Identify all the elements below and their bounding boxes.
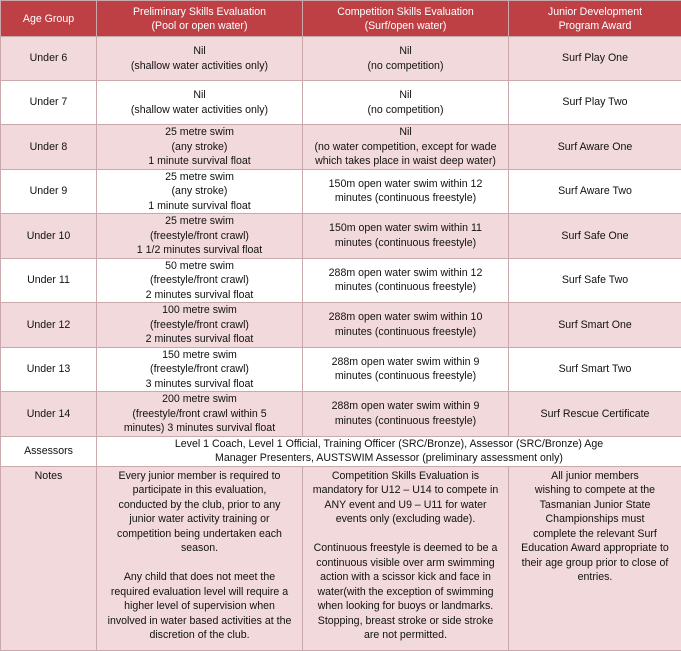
header-age-group [1,1,97,37]
text-line: (freestyle/front crawl) [99,362,300,377]
notes-competition-paragraph-1 [305,469,506,527]
table-row [1,125,681,170]
age-group-cell: Under 11 [1,258,97,303]
text-line: minutes (continuous freestyle) [305,414,506,429]
table-row [1,392,681,437]
award-cell: Surf Safe Two [509,258,681,303]
text-line: discretion of the club. [99,628,300,643]
age-group-cell: Under 8 [1,125,97,170]
text-line: action with a scissor kick and face in [305,570,506,585]
text-line: 25 metre swim [99,214,300,229]
text-line: Level 1 Coach, Level 1 Official, Training Officer (SRC/Bronze), Assessor (SRC/Bronze) Age [99,437,679,452]
text-line: 150m open water swim within 11 [305,221,506,236]
text-line: competition being undertaken each [99,527,300,542]
text-line: (freestyle/front crawl) [99,318,300,333]
award-cell: Surf Play Two [509,81,681,125]
text-line: 100 metre swim [99,303,300,318]
text-line: Nil [305,88,506,103]
text-line: Junior Development [511,5,679,19]
competition-cell [303,37,509,81]
notes-label: Notes [1,466,97,650]
text-line: Continuous freestyle is deemed to be a [305,541,506,556]
text-line: (no water competition, except for wade [305,140,506,155]
text-line: Stopping, breast stroke or side stroke [305,614,506,629]
header-preliminary [97,1,303,37]
text-line: are not permitted. [305,628,506,643]
text-line: junior water activity training or [99,512,300,527]
age-group-cell: Under 10 [1,214,97,259]
preliminary-cell [97,258,303,303]
text-line: 25 metre swim [99,170,300,185]
award-cell: Surf Rescue Certificate [509,392,681,437]
notes-award-paragraph [511,469,679,585]
text-line: wishing to compete at the [511,483,679,498]
notes-preliminary-paragraph-1 [99,469,300,556]
award-cell: Surf Smart One [509,303,681,348]
preliminary-cell [97,303,303,348]
assessors-row [1,436,681,466]
award-cell: Surf Safe One [509,214,681,259]
text-line: Every junior member is required to [99,469,300,484]
text-line: Nil [305,125,506,140]
preliminary-cell [97,125,303,170]
text-line: ANY event and U9 – U11 for water [305,498,506,513]
assessors-label: Assessors [1,436,97,466]
award-cell: Surf Aware Two [509,169,681,214]
text-line: involved in water based activities at the [99,614,300,629]
text-line: which takes place in waist deep water) [305,154,506,169]
header-competition [303,1,509,37]
text-line: 288m open water swim within 10 [305,310,506,325]
header-row [1,1,681,37]
text-line: 50 metre swim [99,259,300,274]
text-line: (shallow water activities only) [99,59,300,74]
competition-cell [303,258,509,303]
text-line: continuous visible over arm swimming [305,556,506,571]
preliminary-cell [97,81,303,125]
text-line: water(with the exception of swimming [305,585,506,600]
text-line: Championships must [511,512,679,527]
text-line: their age group prior to close of [511,556,679,571]
text-line: 25 metre swim [99,125,300,140]
text-line: 2 minutes survival float [99,288,300,303]
text-line: Nil [99,88,300,103]
text-line: (freestyle/front crawl within 5 [99,407,300,422]
text-line: Manager Presenters, AUSTSWIM Assessor (preliminary assessment only) [99,451,679,466]
header-award [509,1,681,37]
preliminary-cell [97,392,303,437]
age-group-cell: Under 6 [1,37,97,81]
text-line: Program Award [511,19,679,33]
text-line: Nil [305,44,506,59]
notes-preliminary-paragraph-2 [99,570,300,643]
text-line: 3 minutes survival float [99,377,300,392]
text-line: 150 metre swim [99,348,300,363]
age-group-cell: Under 12 [1,303,97,348]
competition-cell [303,81,509,125]
assessors-text [97,436,681,466]
text-line: 1 1/2 minutes survival float [99,243,300,258]
age-group-cell: Under 9 [1,169,97,214]
text-line: conducted by the club, prior to any [99,498,300,513]
competition-cell [303,392,509,437]
text-line: Age Group [3,12,94,26]
text-line: (no competition) [305,103,506,118]
text-line: minutes (continuous freestyle) [305,280,506,295]
text-line: (Surf/open water) [305,19,506,33]
award-cell: Surf Smart Two [509,347,681,392]
text-line: Tasmanian Junior State [511,498,679,513]
text-line: when looking for buoys or landmarks. [305,599,506,614]
text-line: 288m open water swim within 9 [305,355,506,370]
age-group-cell: Under 7 [1,81,97,125]
text-line: Competition Skills Evaluation [305,5,506,19]
text-line: (freestyle/front crawl) [99,229,300,244]
competition-cell [303,169,509,214]
table-row [1,303,681,348]
table-row [1,81,681,125]
text-line: Preliminary Skills Evaluation [99,5,300,19]
text-line: minutes (continuous freestyle) [305,236,506,251]
text-line: (Pool or open water) [99,19,300,33]
text-line: Nil [99,44,300,59]
text-line: complete the relevant Surf [511,527,679,542]
text-line: 1 minute survival float [99,154,300,169]
table-row [1,258,681,303]
table-row [1,169,681,214]
competition-cell [303,214,509,259]
age-group-cell: Under 13 [1,347,97,392]
text-line: 288m open water swim within 12 [305,266,506,281]
preliminary-cell [97,37,303,81]
text-line: season. [99,541,300,556]
text-line: (freestyle/front crawl) [99,273,300,288]
text-line: All junior members [511,469,679,484]
notes-competition [303,466,509,650]
table-row [1,214,681,259]
notes-preliminary [97,466,303,650]
text-line: Any child that does not meet the [99,570,300,585]
text-line: 200 metre swim [99,392,300,407]
text-line: required evaluation level will require a [99,585,300,600]
text-line: 288m open water swim within 9 [305,399,506,414]
notes-award [509,466,681,650]
text-line: Education Award appropriate to [511,541,679,556]
competition-cell [303,125,509,170]
table-row [1,37,681,81]
preliminary-cell [97,214,303,259]
preliminary-cell [97,169,303,214]
text-line: minutes (continuous freestyle) [305,369,506,384]
text-line: 150m open water swim within 12 [305,177,506,192]
text-line: higher level of supervision when [99,599,300,614]
text-line: 1 minute survival float [99,199,300,214]
text-line: (shallow water activities only) [99,103,300,118]
text-line: participate in this evaluation, [99,483,300,498]
competition-cell [303,347,509,392]
table-row [1,347,681,392]
competition-cell [303,303,509,348]
award-cell: Surf Aware One [509,125,681,170]
text-line: (any stroke) [99,140,300,155]
notes-row [1,466,681,650]
text-line: Competition Skills Evaluation is [305,469,506,484]
text-line: entries. [511,570,679,585]
age-group-cell: Under 14 [1,392,97,437]
text-line: (no competition) [305,59,506,74]
text-line: events only (excluding wade). [305,512,506,527]
text-line: (any stroke) [99,184,300,199]
notes-competition-paragraph-2 [305,541,506,643]
preliminary-cell [97,347,303,392]
text-line: minutes) 3 minutes survival float [99,421,300,436]
text-line: mandatory for U12 – U14 to compete in [305,483,506,498]
text-line: 2 minutes survival float [99,332,300,347]
award-cell: Surf Play One [509,37,681,81]
text-line: minutes (continuous freestyle) [305,191,506,206]
text-line: minutes (continuous freestyle) [305,325,506,340]
